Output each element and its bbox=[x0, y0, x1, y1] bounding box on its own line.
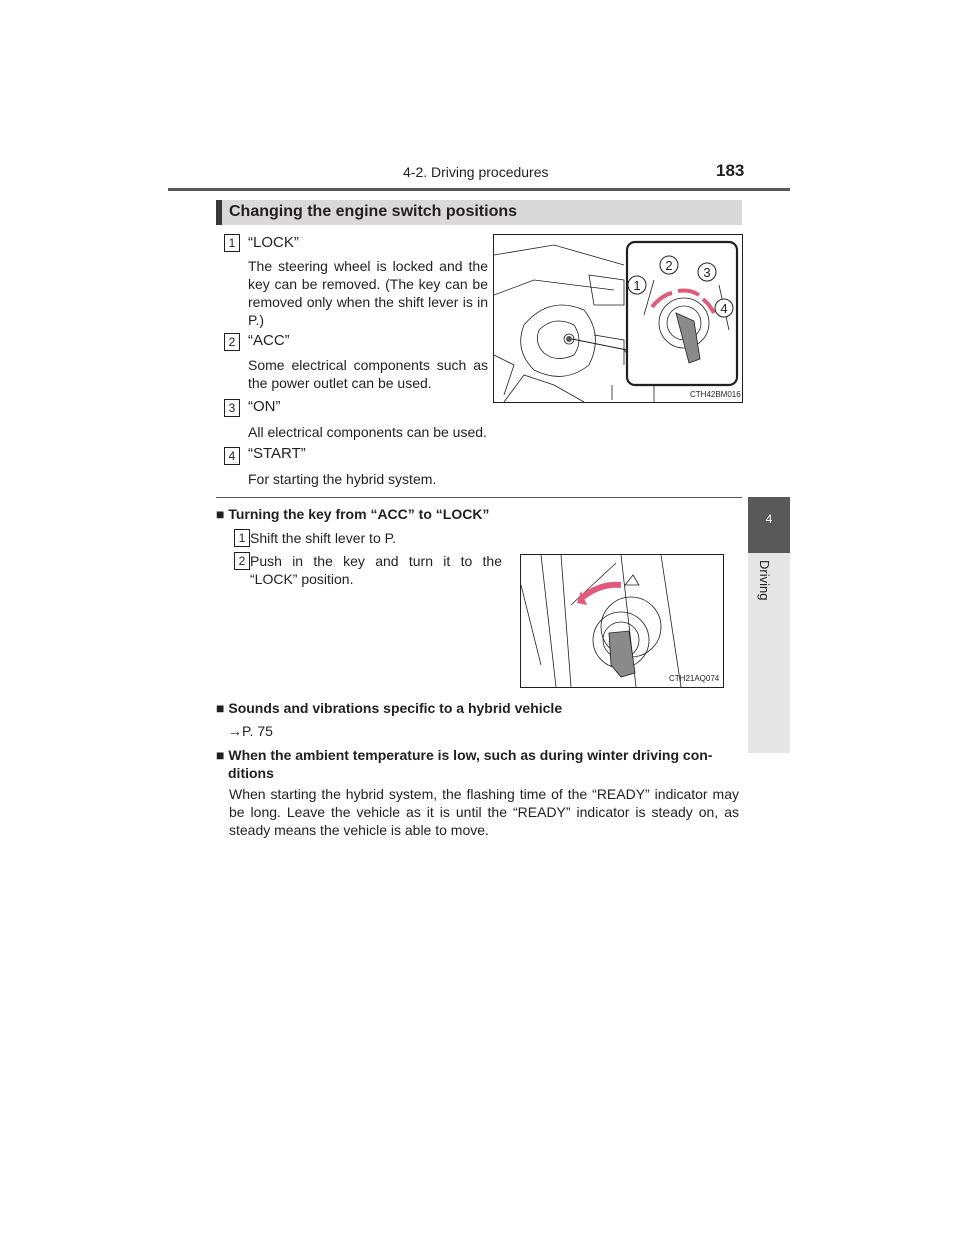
item-number-badge: 2 bbox=[224, 333, 240, 351]
item-body-lock: The steering wheel is locked and the key can be removed. (The key can be removed only when the shift lever is in P.) bbox=[248, 258, 488, 328]
callout-2: 2 bbox=[665, 258, 673, 273]
chapter-label: Driving bbox=[757, 560, 772, 601]
figure-code: CTH21AQ074 bbox=[669, 674, 720, 683]
engine-switch-illustration bbox=[493, 234, 743, 403]
item-title-on: “ON” bbox=[248, 398, 281, 415]
section-header: 4-2. Driving procedures bbox=[403, 164, 549, 180]
step-number-badge: 2 bbox=[234, 552, 250, 570]
subsection-heading bbox=[216, 699, 746, 717]
item-title-start: “START” bbox=[248, 445, 306, 462]
page-number: 183 bbox=[716, 161, 745, 180]
section-title: Changing the engine switch positions bbox=[229, 203, 518, 220]
page-reference-link[interactable]: →P. 75 bbox=[228, 723, 273, 739]
item-number-badge: 4 bbox=[224, 447, 240, 465]
item-body-acc: Some electrical components such as the power outlet can be used. bbox=[248, 357, 488, 391]
square-bullet-icon: ■ bbox=[216, 747, 225, 763]
header-rule bbox=[168, 188, 790, 191]
dashboard-drawing bbox=[494, 235, 742, 402]
subsection-title: When the ambient temperature is low, such as during winter driving con- ditions bbox=[228, 747, 713, 781]
step-text: Shift the shift lever to P. bbox=[250, 530, 397, 546]
chapter-number: 4 bbox=[765, 512, 773, 526]
item-number-badge: 3 bbox=[224, 399, 240, 417]
item-title-acc: “ACC” bbox=[248, 332, 290, 349]
key-cylinder-drawing bbox=[521, 555, 723, 687]
item-title-lock: “LOCK” bbox=[248, 234, 299, 251]
square-bullet-icon: ■ bbox=[216, 506, 225, 522]
subsection-title: Sounds and vibrations specific to a hybrid vehicle bbox=[228, 700, 563, 716]
key-turn-illustration bbox=[520, 554, 724, 688]
figure-code: CTH42BM016 bbox=[690, 390, 741, 399]
item-body-on: All electrical components can be used. bbox=[248, 424, 487, 440]
callout-4: 4 bbox=[720, 301, 728, 316]
callout-3: 3 bbox=[703, 265, 711, 280]
subsection-body: When starting the hybrid system, the flashing time of the “READY” indicator may be long. Leave the vehicle as it is until the “READY” indicator is steady on, as steady means the vehicle is able to move. bbox=[229, 786, 739, 838]
step-number-badge: 1 bbox=[234, 529, 250, 547]
item-body-start: For starting the hybrid system. bbox=[248, 471, 437, 487]
callout-1: 1 bbox=[633, 278, 641, 293]
subsection-heading bbox=[216, 505, 746, 523]
square-bullet-icon: ■ bbox=[216, 700, 225, 716]
subsection-title: Turning the key from “ACC” to “LOCK” bbox=[228, 506, 490, 522]
section-heading-accent bbox=[216, 200, 222, 225]
step-text: Push in the key and turn it to the “LOCK” position. bbox=[250, 553, 502, 587]
item-number-badge: 1 bbox=[224, 234, 240, 252]
subsection-heading bbox=[216, 746, 744, 782]
subsection-divider bbox=[216, 497, 742, 498]
